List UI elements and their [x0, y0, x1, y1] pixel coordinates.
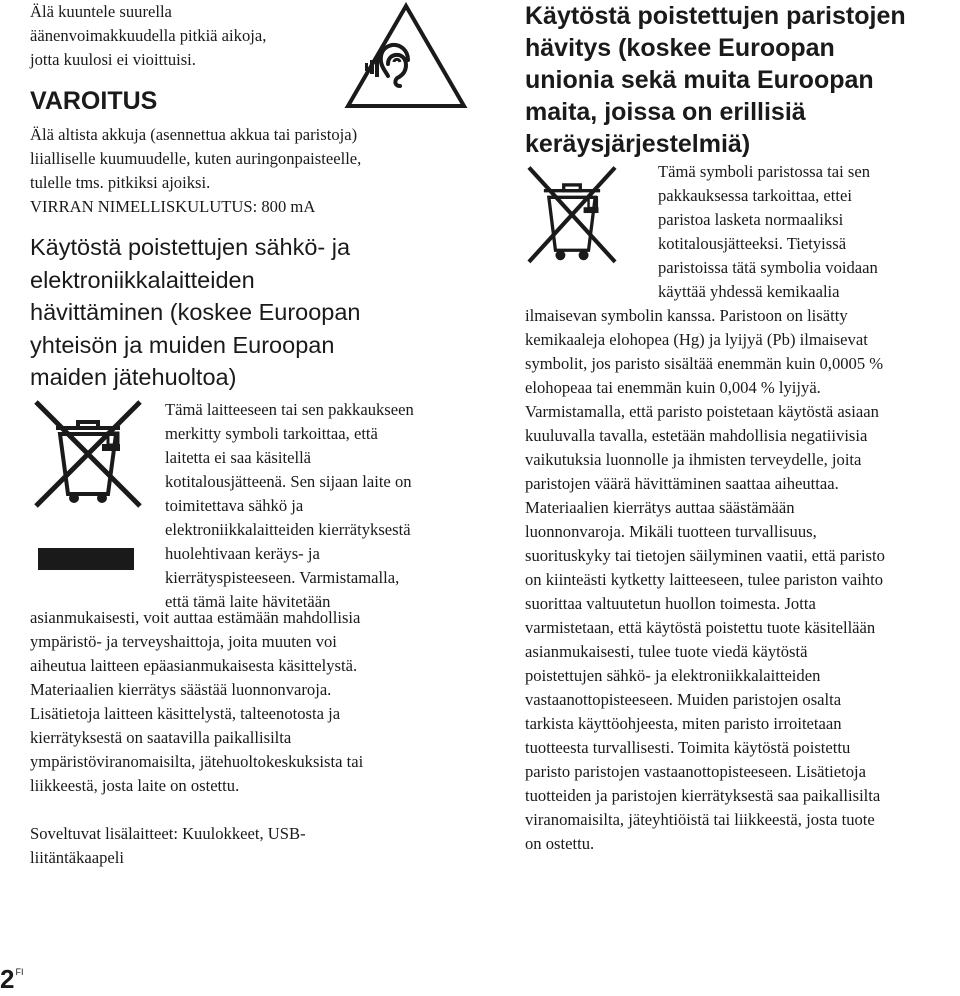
text-line: kotitalousjätteenä. Sen sijaan laite on: [165, 472, 412, 491]
heading-line: unionia sekä muita Euroopan: [525, 66, 874, 94]
text-line: ympäristöviranomaisilta, jätehuoltokeskuksista tai: [30, 752, 364, 771]
text-line: viranomaisilta, jäteyhtiöistä tai liikkeestä, josta tuote: [525, 810, 875, 829]
text-line: kierrätyksestä on saatavilla paikallisilta: [30, 728, 292, 747]
text-line: merkitty symboli tarkoittaa, että: [165, 424, 378, 443]
text-line: pakkauksessa tarkoittaa, ettei: [658, 186, 852, 205]
text-line: ilmaisevan symbolin kanssa. Paristoon on lisätty: [525, 306, 848, 325]
text-line: elohopeaa tai enemmän kuin 0,004 % lyijyä.: [525, 378, 821, 397]
text-line: kemikaaleja elohopea (Hg) ja lyijyä (Pb) ilmaisevat: [525, 330, 868, 349]
heading-line: maiden jätehuoltoa): [30, 364, 237, 390]
text-line: laitetta ei saa käsitellä: [165, 448, 312, 467]
text-line: asianmukaisesti, voit auttaa estämään mahdollisia: [30, 608, 361, 627]
text-line: tuotteiden ja paristojen kierrätyksestä saa paikallisilta: [525, 786, 881, 805]
text-line: elektroniikkalaitteiden kierrätyksestä: [165, 520, 411, 539]
hearing-warning: [30, 0, 360, 72]
text-line: huolehtivaan keräys- ja: [165, 544, 320, 563]
text-line: Lisätietoja laitteen käsittelystä, talteenotosta ja: [30, 704, 341, 723]
text-line: tulelle tms. pitkiksi ajoiksi.: [30, 173, 211, 192]
text-line: toimitettava sähkö ja: [165, 496, 304, 515]
text-line: että tämä laite hävitetään: [165, 592, 331, 611]
text-line: suorituskyky tai tietojen säilyminen vaatii, että paristo: [525, 546, 885, 565]
text-line: luonnonvaroja. Mikäli tuotteen turvallisuus,: [525, 522, 817, 541]
text-line: kotitalousjätteeksi. Tietyissä: [658, 234, 847, 253]
text-line: ympäristö- ja terveyshaittoja, joita muuten voi: [30, 632, 337, 651]
warning-text: [30, 123, 470, 219]
text-line: paristo paristojen vastaanottopisteeseen. Lisätietoja: [525, 762, 866, 781]
text-line: on kiinteästi kytketty laitteeseen, tulee pariston vaihto: [525, 570, 884, 589]
crossed-bin-icon: [30, 398, 146, 572]
accessories-text: [30, 822, 470, 870]
text-line: paristoissa tätä symbolia voidaan: [658, 258, 878, 277]
text-line: Tämä symboli paristossa tai sen: [658, 162, 870, 181]
heading-line: elektroniikkalaitteiden: [30, 266, 255, 293]
text-line: tarkista käyttöohjeesta, miten paristo irroitetaan: [525, 714, 842, 733]
heading-line: Käytöstä poistettujen sähkö- ja: [30, 234, 351, 260]
heading-line: hävittäminen (koskee Euroopan: [30, 299, 361, 325]
language-code: FI: [15, 967, 24, 977]
disposal-side-text: [165, 398, 475, 614]
heading-line: Käytöstä poistettujen paristojen: [525, 2, 906, 30]
warning-title: VAROITUS: [30, 87, 158, 115]
text-line: liitäntäkaapeli: [30, 848, 124, 867]
ear-warning-icon: [344, 2, 468, 108]
battery-heading: [525, 0, 955, 160]
text-line: käyttää yhdessä kemikaalia: [658, 282, 840, 301]
text-line: Älä kuuntele suurella: [30, 2, 172, 21]
battery-body-text: [525, 304, 957, 856]
text-line: paristoa lasketa normaaliksi: [658, 210, 844, 229]
text-line: poistettujen sähkö- ja elektroniikkalaitteiden: [525, 666, 821, 685]
disposal-heading: [30, 231, 470, 394]
text-line: kuuluvalla tavalla, estetään mahdollisia negatiivisia: [525, 426, 868, 445]
text-line: paristojen väärä hävittäminen saattaa aiheuttaa.: [525, 474, 839, 493]
text-line: liialliselle kuumuudelle, kuten auringonpaisteelle,: [30, 149, 362, 168]
text-line: on ostettu.: [525, 834, 595, 853]
text-line: vaikutuksia luonnolle ja ihmisten terveydelle, joita: [525, 450, 862, 469]
text-line: Soveltuvat lisälaitteet: Kuulokkeet, USB-: [30, 824, 306, 843]
text-line: kierrätyspisteeseen. Varmistamalla,: [165, 568, 400, 587]
text-line: jotta kuulosi ei vioittuisi.: [30, 50, 196, 69]
page-number: 2: [0, 964, 15, 994]
text-line: liikkeestä, josta laite on ostettu.: [30, 776, 240, 795]
text-line: symbolit, jos paristo sisältää enemmän kuin 0,0005 %: [525, 354, 884, 373]
page-footer: [0, 964, 23, 994]
text-line: Älä altista akkuja (asennettua akkua tai paristoja): [30, 125, 358, 144]
text-line: vastaanottopisteeseen. Muiden paristojen osalta: [525, 690, 842, 709]
heading-line: hävitys (koskee Euroopan: [525, 34, 835, 62]
text-line: aiheutua laitteen epäasianmukaisesta käsittelystä.: [30, 656, 358, 675]
text-line: Tämä laitteeseen tai sen pakkaukseen: [165, 400, 414, 419]
text-line: äänenvoimakkuudella pitkiä aikoja,: [30, 26, 267, 45]
crossed-bin-icon: [524, 162, 620, 274]
disposal-body-text: [30, 606, 470, 798]
text-line: Materiaalien kierrätys säästää luonnonvaroja.: [30, 680, 332, 699]
battery-side-text: [658, 160, 958, 304]
heading-line: yhteisön ja muiden Euroopan: [30, 331, 335, 358]
text-line: Varmistamalla, että paristo poistetaan käytöstä asiaan: [525, 402, 879, 421]
text-line: varmistetaan, että käytöstä poistettu tuote käsitellään: [525, 618, 876, 637]
heading-line: keräysjärjestelmiä): [525, 130, 751, 158]
heading-line: maita, joissa on erillisiä: [525, 98, 806, 126]
rating-line: VIRRAN NIMELLISKULUTUS: 800 mA: [30, 197, 316, 216]
text-line: suorittaa valtuutetun huollon toimesta. Jotta: [525, 594, 816, 613]
text-line: asianmukaisesti, tulee tuote viedä käytöstä: [525, 642, 808, 661]
text-line: Materiaalien kierrätys auttaa säästämään: [525, 498, 795, 517]
text-line: tuotteesta turvallisesti. Toimita käytöstä poistettu: [525, 738, 851, 757]
